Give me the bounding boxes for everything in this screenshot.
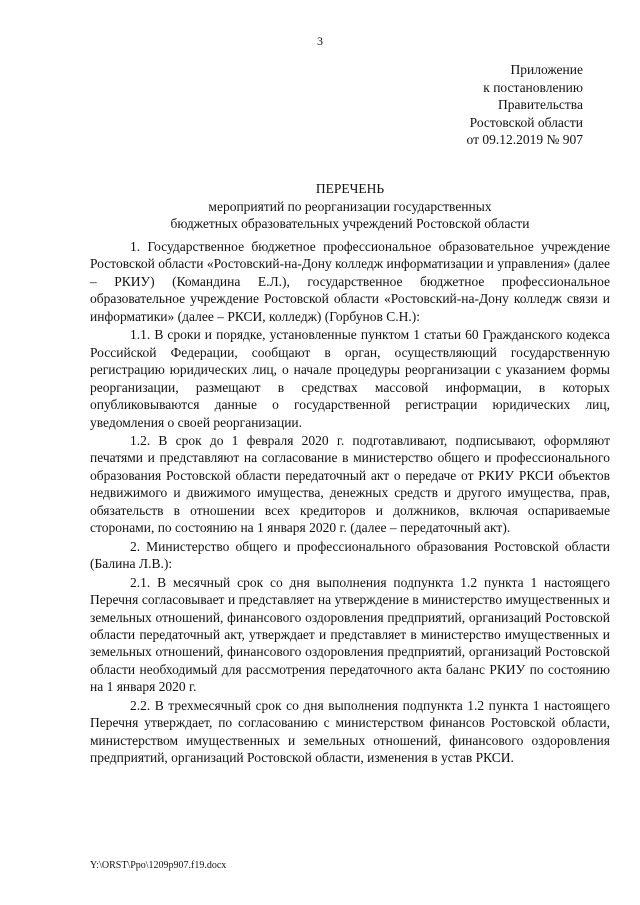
file-path-footer: Y:\ORST\Ppo\1209p907.f19.docx: [90, 860, 227, 871]
appendix-line: Ростовской области: [469, 114, 583, 130]
document-subtitle-line2: бюджетных образовательных учреждений Ростовской области: [170, 216, 530, 231]
document-body: [90, 238, 610, 768]
appendix-block: [383, 61, 583, 149]
appendix-line: Правительства: [498, 97, 583, 112]
appendix-line: к постановлению: [483, 79, 583, 95]
document-subtitle-line1: мероприятий по реорганизации государственных: [208, 198, 492, 214]
paragraph-1-1: 1.1. В сроки и порядке, установленные пунктом 1 статьи 60 Гражданского кодекса Российской Федерации, сообщают в орган, осуществляющий государственную регистрацию юридических лиц, о начале процедуры реорганизации с указанием формы реорганизации, размещают в средствах массовой информации, в которых опубликовываются данные о государственной регистрации юридических лиц, уведомления о своей реорганизации.: [90, 327, 610, 430]
document-title: ПЕРЕЧЕНЬ: [315, 181, 385, 196]
page-number: 3: [317, 34, 323, 48]
appendix-line: Приложение: [510, 62, 583, 77]
paragraph-2-2: 2.2. В трехмесячный срок со дня выполнения подпункта 1.2 пункта 1 настоящего Перечня утверждает, по согласованию с министерством финансов Ростовской области, министерством имущественных и земельных отношений, финансового оздоровления предприятий, организаций Ростовской области, изменения в устав РКСИ.: [90, 697, 610, 766]
appendix-line: от 09.12.2019 № 907: [466, 132, 583, 147]
paragraph-2: 2. Министерство общего и профессионального образования Ростовской области (Балина Л.В.):: [90, 538, 610, 572]
paragraph-2-1: 2.1. В месячный срок со дня выполнения подпункта 1.2 пункта 1 настоящего Перечня согласовывает и представляет на утверждение в министерство имущественных и земельных отношений, финансового оздоровления предприятий, организаций Ростовской области передаточный акт, утверждает и представляет в министерство имущественных и земельных отношений, финансового оздоровления предприятий, организаций Ростовской области необходимый для рассмотрения передаточного акта баланс РКИУ по состоянию на 1 января 2020 г.: [90, 574, 610, 695]
paragraph-1-2: 1.2. В срок до 1 февраля 2020 г. подготавливают, подписывают, оформляют печатями и представляют на согласование в министерство общего и профессионального образования Ростовской области передаточный акт о передаче от РКИУ РКСИ объектов недвижимого и движимого имущества, денежных средств и другого имущества, прав, обязательств в отношении всех кредиторов и должников, включая оспариваемые сторонами, по состоянию на 1 января 2020 г. (далее – передаточный акт).: [90, 432, 610, 536]
paragraph-1: 1. Государственное бюджетное профессиональное образовательное учреждение Ростовской области «Ростовский-на-Дону колледж информатизации и управления» (далее – РКИУ) (Командина Е.Л.), государственное бюджетное профессиональное образовательное учреждение Ростовской области «Ростовский-на-Дону колледж связи и информатики» (далее – РКСИ, колледж) (Горбунов С.Н.):: [90, 239, 610, 324]
document-heading: [90, 180, 610, 233]
